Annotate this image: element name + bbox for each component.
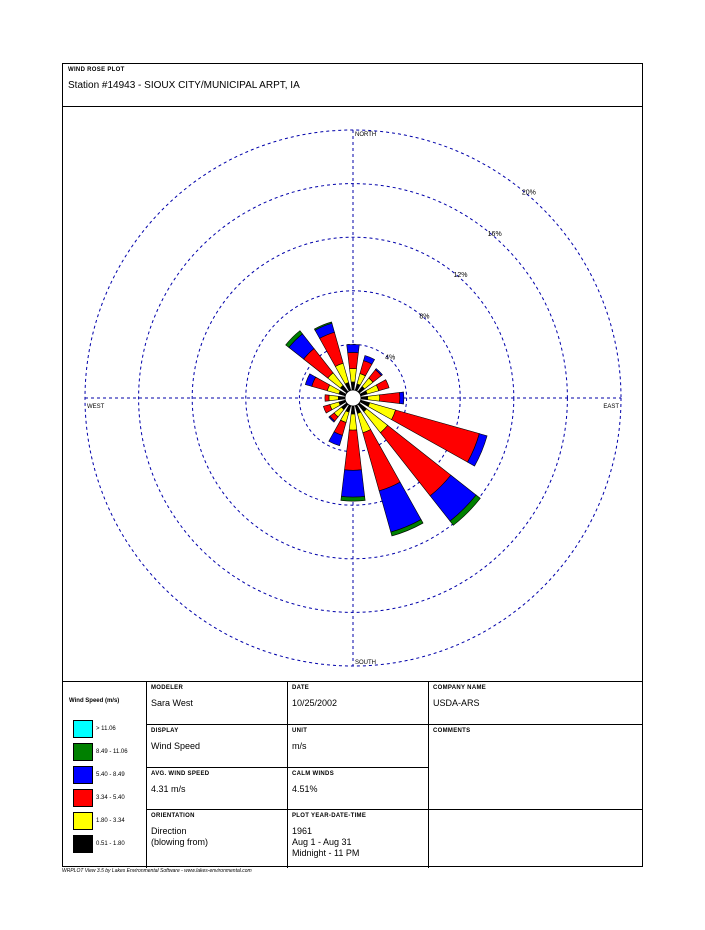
ring-label-4: 4% xyxy=(385,354,396,362)
info-panel xyxy=(63,681,642,867)
legend-label-1: 8.49 - 11.06 xyxy=(96,749,128,755)
ring-label-8: 8% xyxy=(419,313,430,321)
avg-speed-label: AVG. WIND SPEED xyxy=(151,771,210,777)
avg-speed-value: 4.31 m/s xyxy=(151,784,186,794)
blank-cell xyxy=(428,809,642,868)
unit-value: m/s xyxy=(292,741,307,751)
petal-N-bin-1 xyxy=(350,369,357,383)
avg-speed-cell xyxy=(146,767,287,809)
report-page xyxy=(62,63,643,867)
footer-credit: WRPLOT View 3.5 by Lakes Environmental Software - www.lakes-environmental.com xyxy=(62,868,252,874)
petal-W-bin-2 xyxy=(325,395,329,402)
petal-ENE-bin-2 xyxy=(376,380,389,391)
petal-W-bin-1 xyxy=(329,395,338,401)
date-value: 10/25/2002 xyxy=(292,698,338,708)
petal-E-bin-3 xyxy=(400,392,404,404)
petal-S-bin-0 xyxy=(351,406,355,414)
petal-S-bin-3 xyxy=(341,470,364,497)
wind-rose-plot xyxy=(63,107,642,681)
header xyxy=(63,64,642,107)
ring-label-12: 12% xyxy=(453,272,468,280)
calm-winds-value: 4.51% xyxy=(292,784,318,794)
petal-S-bin-2 xyxy=(344,430,361,470)
legend-label-2: 5.40 - 8.49 xyxy=(96,772,125,778)
label-north: NORTH xyxy=(355,132,377,138)
date-cell xyxy=(287,681,428,724)
orientation-value: Direction (blowing from) xyxy=(151,826,209,847)
petal-N-bin-3 xyxy=(347,344,360,352)
label-west: WEST xyxy=(87,404,105,410)
label-south: SOUTH xyxy=(355,660,376,666)
legend-label-0: > 11.06 xyxy=(96,726,116,732)
modeler-value: Sara West xyxy=(151,698,193,708)
plot-date-cell xyxy=(287,809,428,868)
orientation-cell xyxy=(146,809,287,868)
date-label: DATE xyxy=(292,685,310,691)
company-value: USDA-ARS xyxy=(433,698,480,708)
speed-legend xyxy=(63,682,146,868)
modeler-cell xyxy=(146,681,287,724)
display-cell xyxy=(146,724,287,767)
ring-label-16: 16% xyxy=(487,230,502,238)
legend-swatch-2 xyxy=(73,766,93,784)
header-label: WIND ROSE PLOT xyxy=(68,67,125,73)
petal-S-bin-1 xyxy=(349,414,357,430)
unit-cell xyxy=(287,724,428,767)
orientation-label: ORIENTATION xyxy=(151,813,195,819)
modeler-label: MODELER xyxy=(151,685,184,691)
legend-swatch-1 xyxy=(73,743,93,761)
wind-rose-svg xyxy=(63,107,642,681)
petal-N-bin-2 xyxy=(348,352,359,368)
petal-S-bin-4 xyxy=(341,496,365,501)
petal-E-bin-2 xyxy=(380,392,400,403)
display-label: DISPLAY xyxy=(151,728,179,734)
calm-winds-cell xyxy=(287,767,428,809)
legend-swatch-5 xyxy=(73,835,93,853)
petal-E-bin-0 xyxy=(361,396,368,399)
plot-date-value: 1961 Aug 1 - Aug 31 Midnight - 11 PM xyxy=(292,826,360,858)
ring-label-20: 20% xyxy=(521,189,536,197)
petal-N-bin-0 xyxy=(351,382,355,390)
label-east: EAST xyxy=(603,404,619,410)
company-label: COMPANY NAME xyxy=(433,685,487,691)
calm-winds-label: CALM WINDS xyxy=(292,771,334,777)
legend-label-3: 3.34 - 5.40 xyxy=(96,795,125,801)
comments-cell xyxy=(428,724,642,809)
legend-swatch-3 xyxy=(73,789,93,807)
comments-label: COMMENTS xyxy=(433,728,471,734)
petal-E-bin-1 xyxy=(368,395,380,401)
station-title: Station #14943 - SIOUX CITY/MUNICIPAL ARPT, IA xyxy=(68,80,300,91)
unit-label: UNIT xyxy=(292,728,308,734)
legend-swatch-4 xyxy=(73,812,93,830)
company-cell xyxy=(428,681,642,724)
display-value: Wind Speed xyxy=(151,741,201,751)
calm-circle xyxy=(345,390,361,406)
legend-label-5: 0.51 - 1.80 xyxy=(96,841,125,847)
legend-swatch-0 xyxy=(73,720,93,738)
petal-W-bin-0 xyxy=(338,396,345,399)
plot-date-label: PLOT YEAR-DATE-TIME xyxy=(292,813,367,819)
legend-title: Wind Speed (m/s) xyxy=(69,698,120,704)
legend-label-4: 1.80 - 3.34 xyxy=(96,818,125,824)
